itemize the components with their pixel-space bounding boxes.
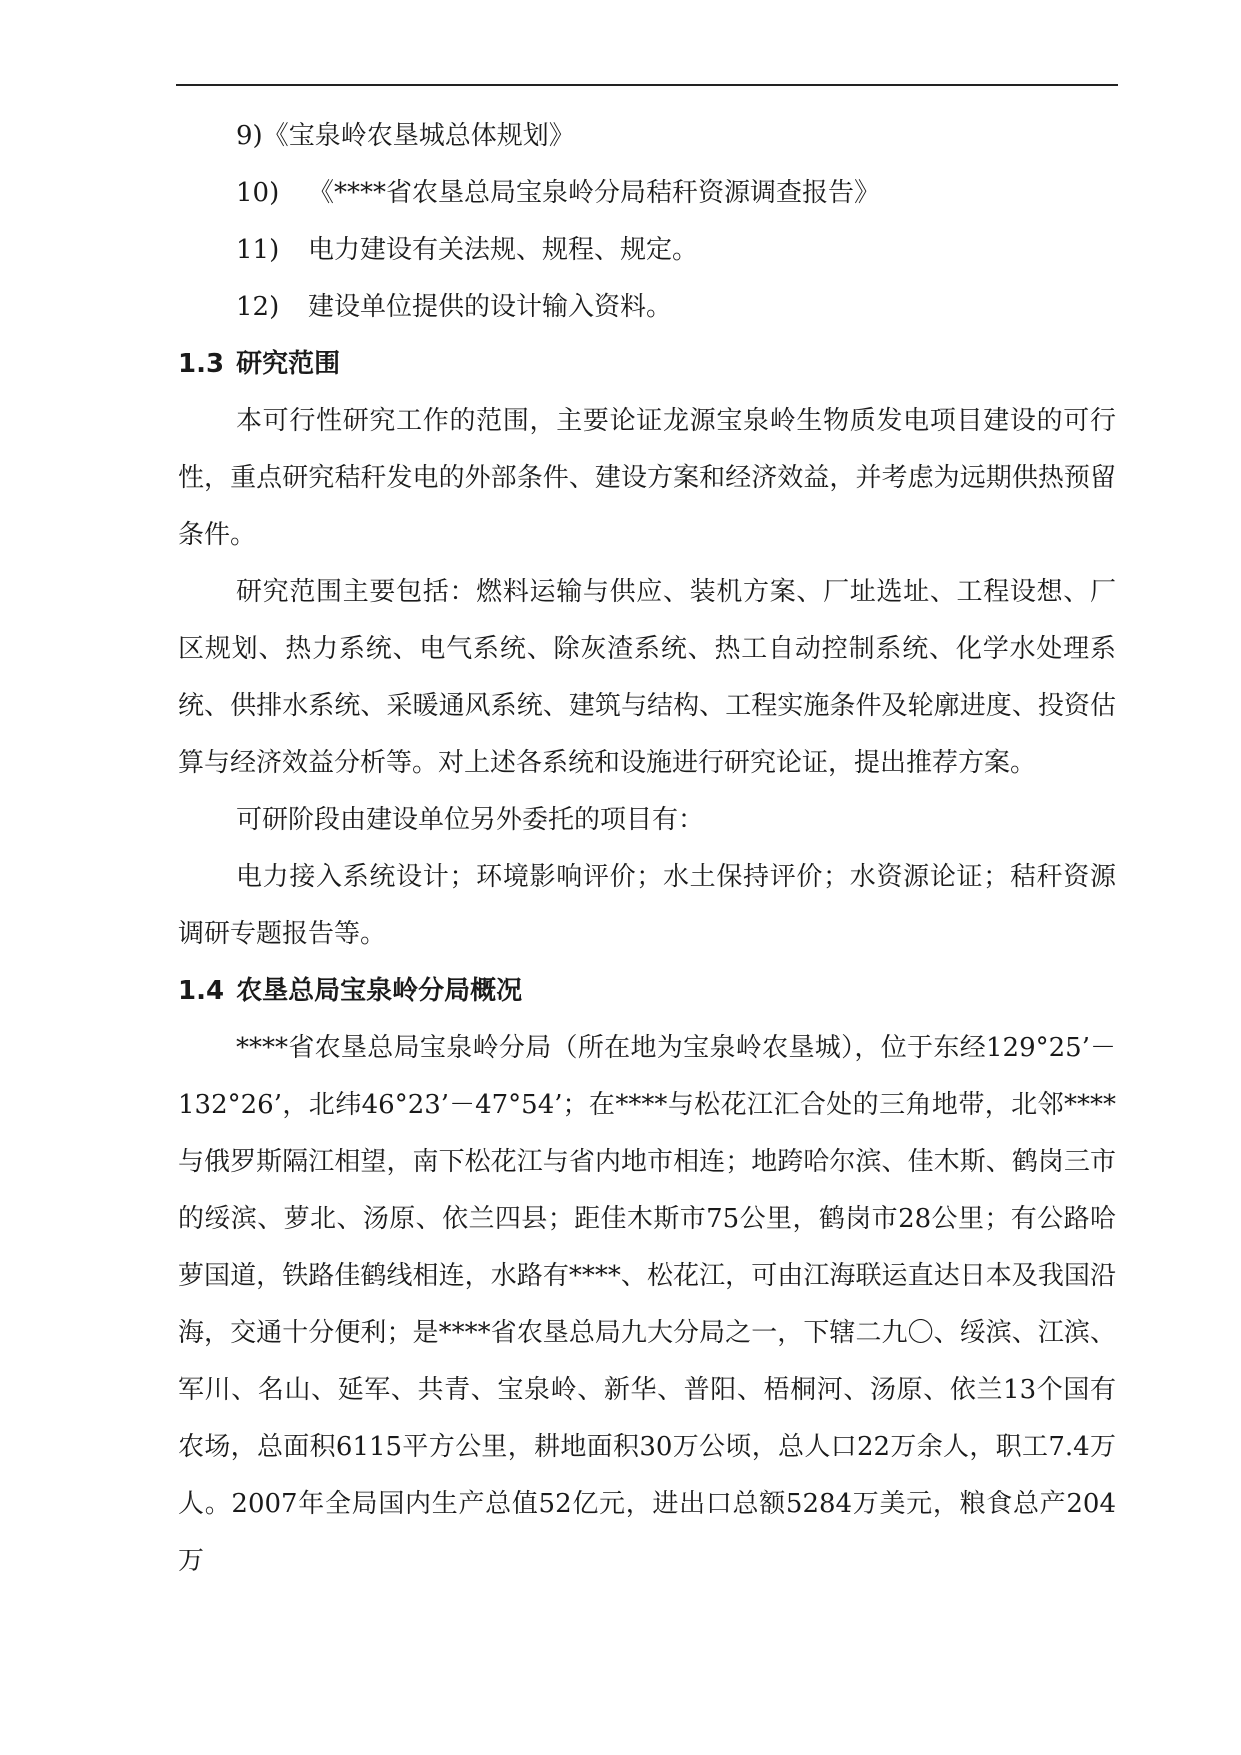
reference-number: 11): [236, 235, 280, 265]
body-paragraph: 电力接入系统设计；环境影响评价；水土保持评价；水资源论证；秸秆资源调研专题报告等。: [178, 862, 1116, 949]
reference-number: 9): [236, 121, 263, 151]
section-number: 1.3: [178, 349, 225, 379]
reference-text: 《****省农垦总局宝泉岭分局秸秆资源调查报告》: [308, 178, 881, 208]
reference-item: [178, 165, 1116, 222]
reference-text: 《宝泉岭农垦城总体规划》: [262, 121, 575, 151]
reference-text: 建设单位提供的设计输入资料。: [308, 292, 673, 322]
reference-number: 12): [236, 292, 280, 322]
section-heading: [178, 336, 1116, 393]
reference-number: 10): [236, 178, 280, 208]
section-number: 1.4: [178, 976, 225, 1006]
reference-item: [178, 222, 1116, 279]
page-content: [178, 108, 1116, 1590]
body-paragraph: 可研阶段由建设单位另外委托的项目有：: [236, 805, 705, 835]
reference-item: [178, 108, 1116, 165]
reference-text: 电力建设有关法规、规程、规定。: [308, 235, 699, 265]
header-rule: [176, 84, 1118, 86]
reference-item: [178, 279, 1116, 336]
section-title: 研究范围: [236, 349, 341, 379]
body-paragraph: 本可行性研究工作的范围，主要论证龙源宝泉岭生物质发电项目建设的可行性，重点研究秸秆发电的外部条件、建设方案和经济效益，并考虑为远期供热预留条件。: [178, 406, 1116, 550]
body-paragraph: ****省农垦总局宝泉岭分局（所在地为宝泉岭农垦城），位于东经129°25’－132°26’，北纬46°23’－47°54’；在****与松花江汇合处的三角地带，北邻****与俄罗斯隔江相望，南下松花江与省内地市相连；地跨哈尔滨、佳木斯、鹤岗三市的绥滨、萝北、汤原、依兰四县；距佳木斯市75公里，鹤岗市28公里；有公路哈萝国道，铁路佳鹤线相连，水路有****、松花江，可由江海联运直达日本及我国沿海，交通十分便利；是****省农垦总局九大分局之一，下辖二九〇、绥滨、江滨、军川、名山、延军、共青、宝泉岭、新华、普阳、梧桐河、汤原、依兰13个国有农场，总面积6115平方公里，耕地面积30万公顷，总人口22万余人，职工7.4万人。2007年全局国内生产总值52亿元，进出口总额5284万美元，粮食总产204万: [178, 1033, 1116, 1576]
body-paragraph: 研究范围主要包括：燃料运输与供应、装机方案、厂址选址、工程设想、厂区规划、热力系统、电气系统、除灰渣系统、热工自动控制系统、化学水处理系统、供排水系统、采暖通风系统、建筑与结构、工程实施条件及轮廓进度、投资估算与经济效益分析等。对上述各系统和设施进行研究论证，提出推荐方案。: [178, 577, 1116, 778]
section-heading: [178, 963, 1116, 1020]
section-title: 农垦总局宝泉岭分局概况: [236, 976, 523, 1006]
